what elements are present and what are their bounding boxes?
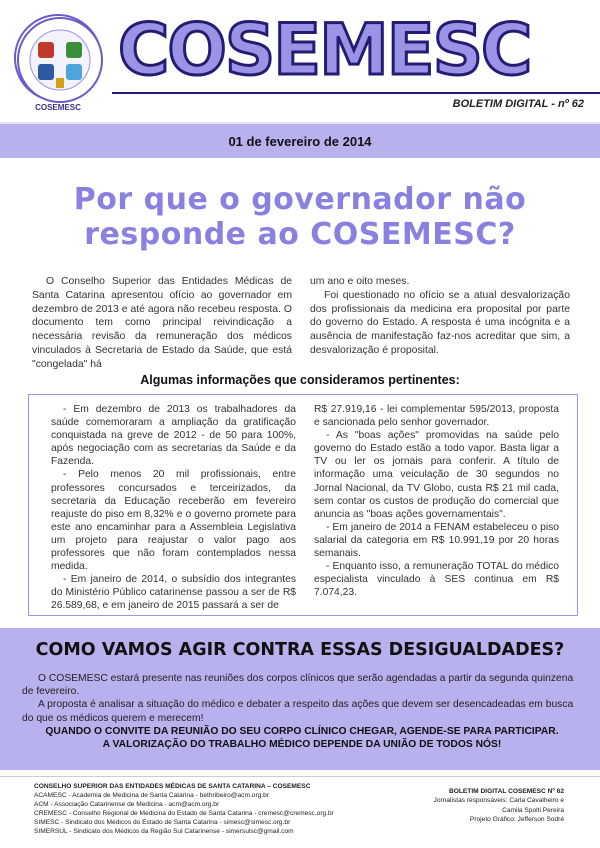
masthead-divider [112,92,600,94]
footer-entity-line: ACAMESC - Academia de Medicina de Santa Catarina - bethribeiro@acm.org.br [34,791,270,799]
info-box [28,394,578,616]
info-item: - Enquanto isso, a remuneração TOTAL do médico especialista vinculado à SES continua em R$ 7.074,23. [314,561,559,599]
intro-paragraph: Foi questionado no ofício se a atual desvalorização dos profissionais da medicina era proposital por parte do governo do Estado. A resposta é uma incógnita e a ausência de manifestação faz-nos acreditar que sim, a desvalorização é proposital. [310,289,570,356]
cosemesc-logo [14,14,102,102]
headline-line-1: Por que o governador não [73,182,527,217]
info-item: - Em janeiro de 2014, o subsídio dos integrantes do Ministério Público catarinense passou a ser de R$ 26.589,68, e em janeiro de 2015 passará a ser de [51,574,296,612]
action-paragraph: A proposta é analisar a situação do médico e debater a respeito das ações que devem ser desencadeadas em busca do que os médicos querem e merecem! [22,699,574,724]
header [0,0,600,120]
footer-credits [404,787,564,825]
footer-entities [34,783,364,836]
footer-entity-line: CREMESC - Conselho Regional de Medicina do Estado de Santa Catarina - cremesc@cremesc.org.br [34,809,334,817]
action-section-body [22,672,582,751]
intro-paragraph: O Conselho Superior das Entidades Médicas de Santa Catarina apresentou ofício ao governador em dezembro de 2013 e até agora não recebeu resposta. O documento tem como principal reivindicação a necessária revisão da remuneração dos médicos vinculados à Secretaria de Estado da Saúde, que está "congelada" há [32,276,292,370]
info-item: - Em dezembro de 2013 os trabalhadores da saúde comemoraram a ampliação da gratificação conquistada na greve de 2012 - de 50 para 100%, após negociação com as secretarias da Saúde e da Fazenda. [51,404,296,468]
footer-entities-title: CONSELHO SUPERIOR DAS ENTIDADES MÉDICAS DE SANTA CATARINA – COSEMESC [34,783,311,790]
headline [40,182,560,252]
headline-line-2: responde ao COSEMESC? [84,217,516,252]
info-item: - Em janeiro de 2014 a FENAM estabeleceu o piso salarial da categoria em R$ 10.991,19 por 20 horas semanais. [314,521,559,560]
intro-text [32,275,570,372]
info-column-left [51,403,296,612]
info-column-right [314,403,559,609]
footer-entity-line: ACM - Associação Catarinense de Medicina - acm@acm.org.br [34,800,220,808]
logo-label: COSEMESC [35,103,81,112]
footer-credit-line: Jornalistas responsáveis: Carla Cavalheiro e [433,797,564,805]
call-to-action: QUANDO O CONVITE DA REUNIÃO DO SEU CORPO CLÍNICO CHEGAR, AGENDE-SE PARA PARTICIPAR. [45,725,559,737]
info-item: - Pelo menos 20 mil profissionais, entre professores concursados e terceirizados, da secretaria da Educação receberão em fevereiro reajuste do piso em 8,32% e o governo promete para este ano encaminhar para a Assembleia Legislativa um projeto para reajustar o valor pago aos professores que não foram contemplados nessa medida. [51,469,296,573]
action-paragraph: O COSEMESC estará presente nas reuniões dos corpos clínicos que serão agendadas a partir da segunda quinzena de fevereiro. [22,673,574,698]
info-item-continued: R$ 27.919,16 - lei complementar 595/2013, proposta e sancionada pelo senhor governador. [314,404,559,429]
section-subheading: Algumas informações que consideramos pertinentes: [140,373,460,387]
boletim-number: BOLETIM DIGITAL - nº 62 [452,98,584,110]
intro-paragraph-continued: um ano e oito meses. [310,276,410,287]
call-to-action: A VALORIZAÇÃO DO TRABALHO MÉDICO DEPENDE DA UNIÃO DE TODOS NÓS! [102,739,502,751]
action-section-title: COMO VAMOS AGIR CONTRA ESSAS DESIGUALDADES? [35,640,565,660]
issue-date: 01 de fevereiro de 2014 [228,134,372,149]
footer-credit-line: Projeto Gráfico: Jefferson Sodré [469,816,564,824]
logo-seal-icon [16,16,104,104]
info-item: - As "boas ações" promovidas na saúde pelo governo do Estado estão a todo vapor. Basta ligar a TV ou ler os jornais para conferir. A título de informação uma veiculação de 30 segundos no Jornal Nacional, da TV Globo, custa R$ 21 mil cada, sem contar os custos de produção do comercial que anuncia as "boas ações governamentais". [314,430,559,520]
footer-entity-line: SIMESC - Sindicato dos Médicos do Estado de Santa Catarina - simesc@simesc.org.br [34,818,291,826]
footer-credit-line: Camila Spolti Pereira [502,806,564,814]
footer-entity-line: SIMERSUL - Sindicato dos Médicos da Região Sul Catarinense - simersulsc@gmail.com [34,827,294,835]
masthead-title: COSEMESC [118,9,531,91]
intro-column-right [310,275,570,372]
footer-credits-title: BOLETIM DIGITAL COSEMESC Nº 62 [448,788,564,795]
intro-column-left [32,275,292,372]
